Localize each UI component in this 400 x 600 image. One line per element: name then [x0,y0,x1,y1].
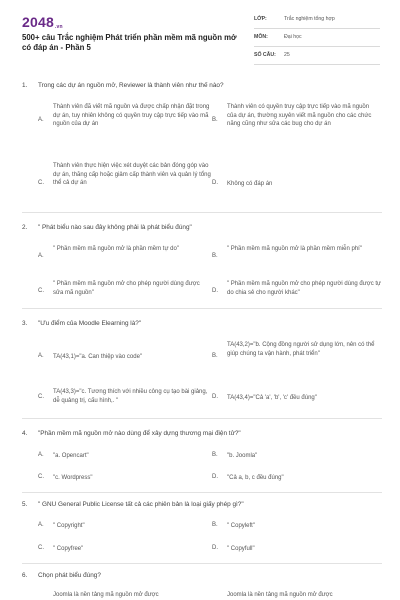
meta-label: MÔN: [254,34,268,40]
option-text: " Copyright" [53,523,85,529]
meta-row-class [254,14,380,29]
meta-label: LỚP: [254,16,267,22]
option-letter: C. [38,288,44,294]
option-letter: A. [38,353,44,359]
document-title: 500+ câu Trắc nghiệm Phát triển phần mềm mã nguồn mở có đáp án - Phần 5 [22,33,237,52]
site-logo[interactable] [22,14,63,30]
question-number: 2. [22,224,28,231]
option-text: TA(43,3)="c. Tương thích với nhiều công cụ tạo bài giảng, dễ quảng trị, cấu hình,. " [53,389,208,404]
option-text: Thành viên đã viết mã nguồn và được chấp nhận đặt trong dự án, tuy nhiên không có quyền truy cập trực tiếp vào mã nguồn của dự án [53,104,210,128]
option-text: Joomla là nền tảng mã nguồn mở được [227,592,333,598]
question-divider [22,563,382,564]
meta-value: Trắc nghiệm tổng hợp [284,16,335,22]
option-letter: A. [38,452,44,458]
option-text: " Copyfull" [227,546,255,552]
document-header [0,0,400,68]
option-letter: D. [212,545,218,551]
option-letter: B. [212,253,218,259]
question-number: 4. [22,430,28,437]
question-text: "Ưu điểm của Moodle Elearning là?" [38,320,142,327]
option-text: "a. Opencart" [53,453,89,459]
option-text: " Phần mềm mã nguồn mở cho phép người dùng được sửa mã nguồn" [53,281,200,296]
question-number: 5. [22,501,28,508]
option-text: TA(43,4)="Cả 'a', 'b', 'c' đều đúng" [227,395,317,401]
question-number: 3. [22,320,28,327]
question-divider [22,212,382,213]
option-letter: D. [212,288,218,294]
option-text: "Cả a, b, c đều đúng" [227,475,284,481]
meta-table [254,14,380,68]
question-divider [22,492,382,493]
meta-label: SỐ CÂU: [254,52,276,58]
option-letter: A. [38,522,44,528]
meta-row-count [254,50,380,65]
option-letter: C. [38,394,44,400]
option-letter: D. [212,180,218,186]
option-text: " Phần mềm mã nguồn mở là phần mềm miễn phí" [227,246,362,252]
option-letter: B. [212,522,218,528]
option-letter: A. [38,253,44,259]
question-text: Trong các dự án nguồn mở, Reviewer là thành viên như thế nào? [38,82,224,89]
question-text: "Phần mềm mã nguồn mở nào dùng để xây dựng thương mại điện tử?" [38,430,241,437]
option-text: " Copyfree" [53,546,84,552]
option-letter: D. [212,474,218,480]
option-letter: B. [212,117,218,123]
option-letter: C. [38,180,44,186]
question-divider [22,418,382,419]
option-text: "c. Wordpress" [53,475,93,481]
option-letter: D. [212,394,218,400]
question-number: 6. [22,572,28,579]
option-text: TA(43,1)="a. Can thiệp vào code" [53,354,143,360]
option-text: "b. Joomla" [227,453,258,459]
logo-sub: .vn [54,24,63,30]
option-letter: C. [38,545,44,551]
option-text: " Phần mềm mã nguồn mở là phần mềm tự do" [53,246,179,252]
meta-value: 25 [284,52,290,58]
meta-value: Đại học [284,34,302,40]
option-letter: A. [38,117,44,123]
option-letter: B. [212,353,218,359]
option-text: " Copyleft" [227,523,255,529]
option-text: Thành viên có quyền truy cập trực tiếp vào mã nguồn của dự án, thường xuyên viết mã nguồn cho các chức năng cũng như sửa các bug cho dự án [227,104,372,128]
question-text: " GNU General Public License tất cả các phiên bản là loại giấy phép gì?" [38,501,244,508]
option-text: Không có đáp án [227,181,273,187]
question-number: 1. [22,82,28,89]
option-text: Joomla là nền tảng mã nguồn mở được [53,592,159,598]
question-text: " Phát biểu nào sau đây không phải là phát biểu đúng" [38,224,192,231]
option-text: " Phần mềm mã nguồn mở cho phép người dùng được tự do chia sẻ cho người khác" [227,281,382,296]
logo-main: 2048 [22,14,54,30]
meta-row-subject [254,32,380,47]
option-text: TA(43,2)="b. Cộng đồng người sử dụng lớn, nên có thể giúp chúng ta vận hành, phát triển" [227,342,375,357]
option-text: Thành viên thực hiện việc xét duyệt các bản đóng góp vào dự án, thăng cấp hoặc giảm cấp thành viên và quản lý tổng thể cả dự án [53,163,211,187]
question-text: Chọn phát biểu đúng? [38,572,101,579]
option-letter: B. [212,452,218,458]
question-divider [22,308,382,309]
option-letter: C. [38,474,44,480]
